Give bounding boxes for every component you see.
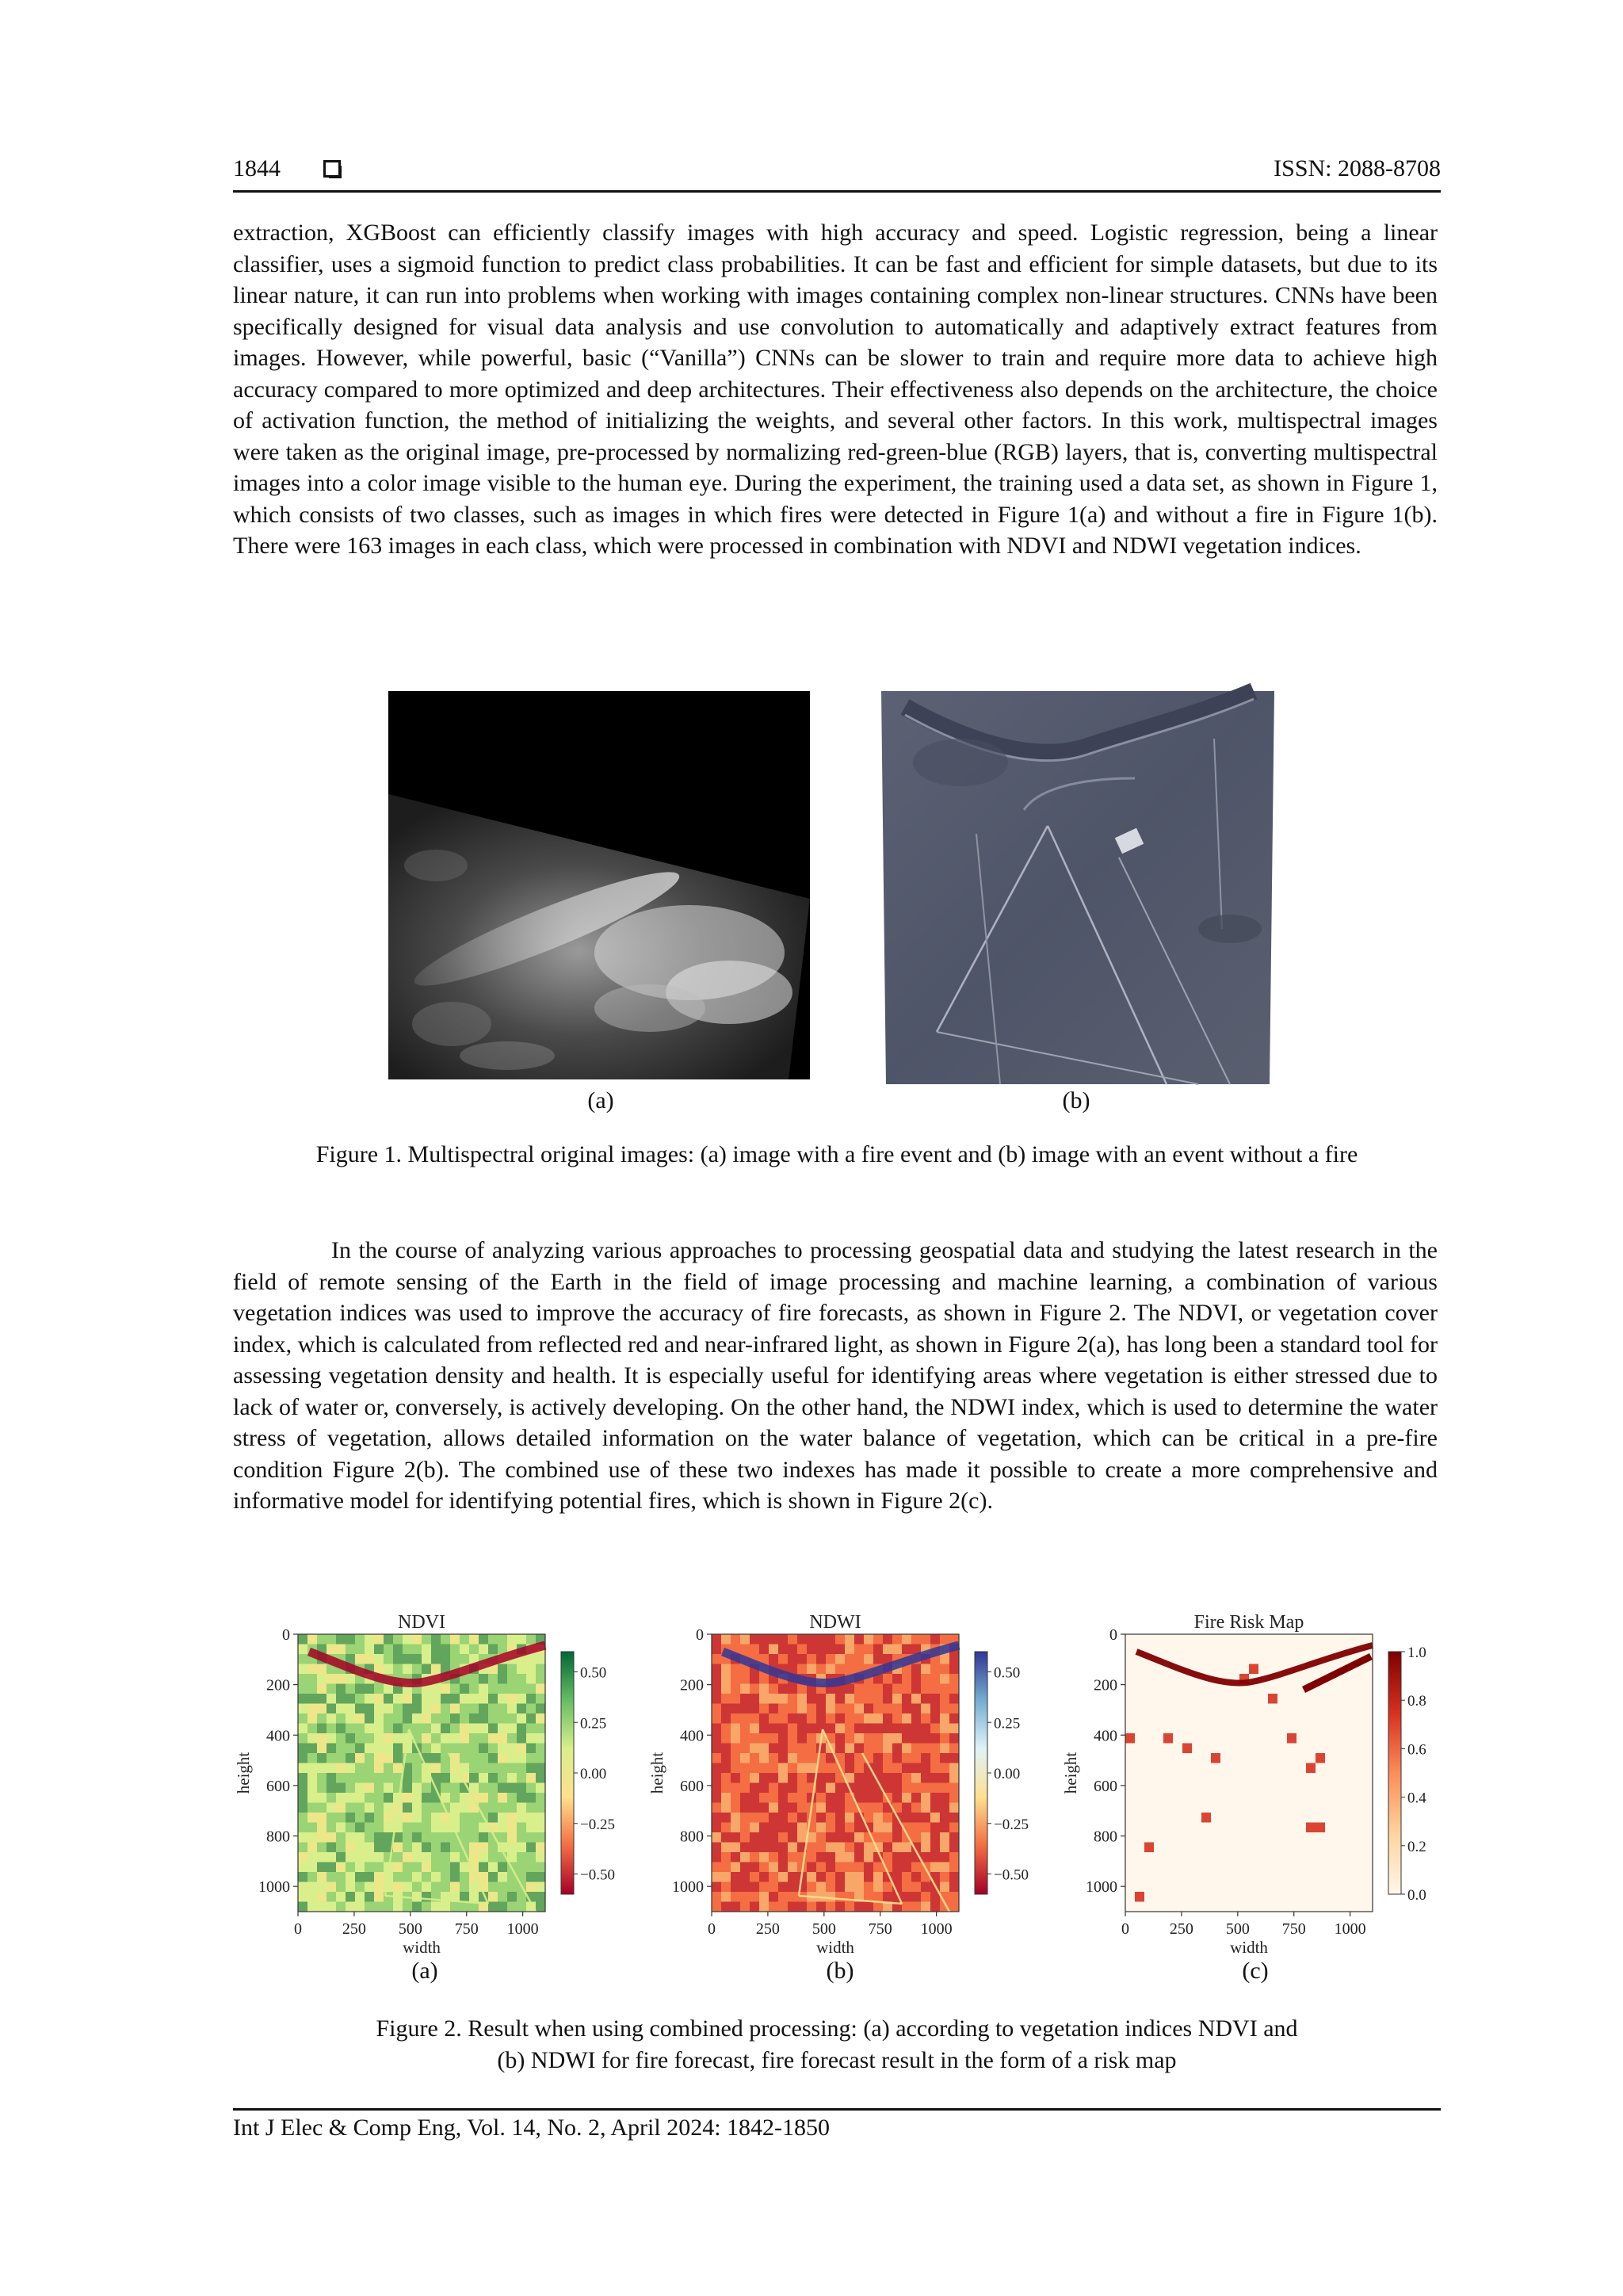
y-tick-label: 400 [1094,1727,1117,1745]
y-tick-label: 600 [680,1777,704,1795]
x-tick-label: 750 [868,1920,892,1938]
y-tick-label: 600 [266,1777,290,1795]
x-tick-label: 250 [755,1920,780,1938]
x-tick-label: 500 [398,1920,422,1938]
x-tick-label: 1000 [506,1920,539,1938]
fire-event-image [388,691,810,1079]
x-tick-label: 0 [708,1920,716,1938]
x-tick-label: 500 [812,1920,836,1938]
colorbar-tick-label: −0.25 [994,1816,1029,1833]
colorbar-tick-label: 1.0 [1407,1645,1426,1661]
y-tick-label: 200 [266,1676,290,1694]
heatmap-panel-2 [647,1612,1029,1957]
colorbar-tick-label: 0.0 [1407,1887,1426,1904]
colorbar-tick-label: −0.50 [994,1866,1029,1884]
figure2-label-a: (a) [411,1958,438,1984]
figure2-charts [230,1606,1450,1957]
x-axis-label: width [1230,1938,1268,1957]
issn: ISSN: 2088-8708 [1274,155,1441,181]
checkbox-glyph-icon [323,160,341,178]
colorbar-tick-label: 0.00 [994,1766,1021,1782]
x-tick-label: 250 [1169,1920,1193,1938]
x-axis-label: width [816,1938,854,1957]
body-paragraph-1: extraction, XGBoost can efficiently classify images with high accuracy and speed. Logistic regression, being a linear classifier, uses a sigmoid function to predict class probabilities. It can be fast and efficient for simple datasets, but due to its linear nature, it can run into problems when working with images containing complex non-linear structures. CNNs have been specifically designed for visual data analysis and use convolution to automatically and adaptively extract features from images. However, while powerful, basic (“Vanilla”) CNNs can be slower to train and require more data to achieve high accuracy compared to more optimized and deep architectures. Their effectiveness also depends on the architecture, the choice of activation function, the method of initializing the weights, and several other factors. In this work, multispectral images were taken as the original image, pre-processed by normalizing red-green-blue (RGB) layers, that is, converting multispectral images into a color image visible to the human eye. During the experiment, the training used a data set, as shown in Figure 1, which consists of two classes, such as images in which fires were detected in Figure 1(a) and without a fire in Figure 1(b). There were 163 images in each class, which were processed in combination with NDVI and NDWI vegetation indices. [233,220,1438,559]
y-tick-label: 200 [680,1676,704,1694]
colorbar-tick-label: 0.25 [994,1715,1021,1733]
x-tick-label: 750 [1281,1920,1306,1938]
x-tick-label: 0 [294,1920,302,1938]
heatmap-title: NDWI [809,1612,861,1633]
y-axis-label: height [1061,1752,1080,1794]
y-tick-label: 0 [1109,1626,1117,1644]
y-axis-label: height [234,1752,253,1794]
colorbar-tick-label: 0.25 [580,1715,607,1733]
x-tick-label: 750 [454,1920,479,1938]
x-tick-label: 250 [342,1920,366,1938]
y-tick-label: 800 [680,1828,704,1846]
colorbar-tick-label: −0.50 [580,1866,615,1884]
colorbar-tick-label: 0.00 [580,1766,607,1782]
colorbar-tick-label: 0.4 [1407,1790,1426,1807]
colorbar [975,1652,987,1894]
figure2-label-b: (b) [826,1958,854,1984]
heatmap-panel-1 [234,1612,615,1957]
x-axis-label: width [403,1938,441,1957]
y-axis-label: height [647,1752,666,1794]
y-tick-label: 400 [680,1727,704,1745]
figure1-image-b [881,691,1274,1084]
y-tick-label: 200 [1094,1676,1117,1694]
figure2-caption-line-2: (b) NDWI for fire forecast, fire forecast result in the form of a risk map [497,2047,1177,2073]
heatmap-panel-3 [1061,1612,1426,1957]
x-tick-label: 1000 [1334,1920,1366,1938]
y-tick-label: 400 [266,1727,290,1745]
colorbar-tick-label: 0.8 [1407,1693,1426,1710]
x-tick-label: 500 [1225,1920,1250,1938]
x-tick-label: 0 [1121,1920,1129,1938]
figure2-label-c: (c) [1242,1958,1269,1984]
heatmap-cells [298,1634,545,1912]
footer-rule [233,2108,1441,2111]
no-fire-event-image [881,691,1274,1084]
figure2-caption-line-1: Figure 2. Result when using combined processing: (a) according to vegetation indices NDVI and [376,2015,1298,2042]
header-rule [233,190,1441,193]
colorbar-tick-label: 0.2 [1407,1838,1426,1855]
colorbar [1388,1652,1401,1894]
y-tick-label: 1000 [258,1878,290,1897]
colorbar-tick-label: 0.50 [580,1664,607,1682]
colorbar-tick-label: −0.25 [580,1816,615,1833]
y-tick-label: 800 [266,1828,290,1846]
page-header [233,155,1441,193]
y-tick-label: 600 [1094,1777,1117,1795]
colorbar [561,1652,574,1894]
colorbar-tick-label: 0.50 [994,1664,1021,1682]
y-tick-label: 800 [1094,1828,1117,1846]
y-tick-label: 1000 [1086,1878,1117,1897]
heatmap-title: NDVI [398,1612,445,1633]
figure1-image-a [388,691,810,1079]
y-tick-label: 0 [282,1626,290,1644]
x-tick-label: 1000 [920,1920,953,1938]
y-tick-label: 1000 [672,1878,704,1897]
figure1-caption: Figure 1. Multispectral original images: (a) image with a fire event and (b) image with an event without a fire [315,1141,1358,1167]
figure2-caption [233,2013,1441,2076]
body-paragraph-2: In the course of analyzing various approaches to processing geospatial data and studying the latest research in the field of remote sensing of the Earth in the field of image processing and machine learning, a combination of various vegetation indices was used to improve the accuracy of fire forecasts, as shown in Figure 2. The NDVI, or vegetation cover index, which is calculated from reflected red and near-infrared light, as shown in Figure 2(a), has long been a standard tool for assessing vegetation density and health. It is especially useful for identifying areas where vegetation is either stressed due to lack of water or, conversely, is actively developing. On the other hand, the NDWI index, which is used to determine the water stress of vegetation, allows detailed information on the water balance of vegetation, which can be critical in a pre-fire condition Figure 2(b). The combined use of these two indexes has made it possible to create a more comprehensive and informative model for identifying potential fires, which is shown in Figure 2(c). [233,1237,1438,1514]
footer-citation: Int J Elec & Comp Eng, Vol. 14, No. 2, April 2024: 1842-1850 [233,2115,831,2141]
heatmap-title: Fire Risk Map [1193,1612,1304,1633]
figure1-label-b: (b) [1062,1087,1090,1114]
figure1-label-a: (a) [587,1087,614,1114]
y-tick-label: 0 [696,1626,704,1644]
colorbar-tick-label: 0.6 [1407,1741,1426,1759]
page-number: 1844 [233,155,281,181]
